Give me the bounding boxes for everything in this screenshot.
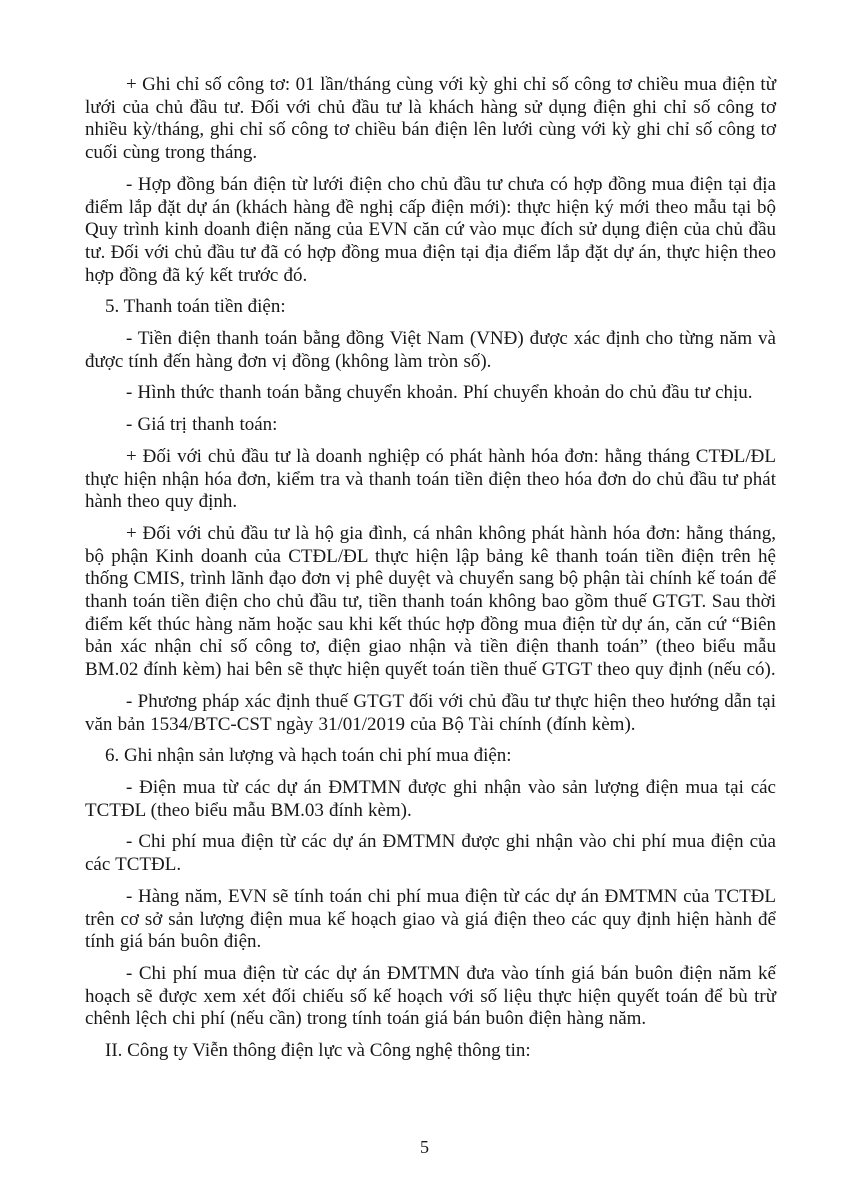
page-number: 5 (420, 1137, 429, 1157)
paragraph: + Ghi chỉ số công tơ: 01 lần/tháng cùng với kỳ ghi chỉ số công tơ chiều mua điện từ lưới của chủ đầu tư. Đối với chủ đầu tư là khách hàng sử dụng điện ghi chỉ số công tơ nhiều kỳ/tháng, ghi chỉ số công tơ chiều bán điện lên lưới cùng với kỳ ghi chỉ số công tơ cuối cùng trong tháng. (85, 74, 776, 164)
paragraph: - Giá trị thanh toán: (126, 414, 278, 436)
paragraph: - Hàng năm, EVN sẽ tính toán chi phí mua điện từ các dự án ĐMTMN của TCTĐL trên cơ sở sản lượng điện mua kế hoạch giao và giá điện theo các quy định hiện hành để tính giá bán buôn điện. (85, 885, 776, 953)
paragraph: - Hình thức thanh toán bằng chuyển khoản. Phí chuyển khoản do chủ đầu tư chịu. (126, 382, 753, 404)
section-heading: II. Công ty Viễn thông điện lực và Công nghệ thông tin: (105, 1040, 531, 1062)
paragraph: - Chi phí mua điện từ các dự án ĐMTMN được ghi nhận vào chi phí mua điện của các TCTĐL. (85, 831, 776, 876)
paragraph: - Tiền điện thanh toán bằng đồng Việt Nam (VNĐ) được xác định cho từng năm và được tính đến hàng đơn vị đồng (không làm tròn số). (85, 328, 776, 372)
section-heading: 6. Ghi nhận sản lượng và hạch toán chi phí mua điện: (105, 745, 512, 767)
document-body (85, 74, 776, 1072)
paragraph: - Phương pháp xác định thuế GTGT đối với chủ đầu tư thực hiện theo hướng dẫn tại văn bản 1534/BTC-CST ngày 31/01/2019 của Bộ Tài chính (đính kèm). (85, 690, 776, 735)
paragraph: - Hợp đồng bán điện từ lưới điện cho chủ đầu tư chưa có hợp đồng mua điện tại địa điểm lắp đặt dự án (khách hàng đề nghị cấp điện mới): thực hiện ký mới theo mẫu tại bộ Quy trình kinh doanh điện năng của EVN căn cứ vào mục đích sử dụng điện của chủ đầu tư. Đối với chủ đầu tư đã có hợp đồng mua điện tại địa điểm lắp đặt dự án, thực hiện theo hợp đồng đã ký kết trước đó. (85, 173, 776, 286)
paragraph: + Đối với chủ đầu tư là doanh nghiệp có phát hành hóa đơn: hằng tháng CTĐL/ĐL thực hiện nhận hóa đơn, kiểm tra và thanh toán tiền điện theo hóa đơn do chủ đầu tư phát hành theo quy định. (85, 445, 776, 513)
paragraph: - Chi phí mua điện từ các dự án ĐMTMN đưa vào tính giá bán buôn điện năm kế hoạch sẽ được xem xét đối chiếu số kế hoạch với số liệu thực hiện quyết toán để bù trừ chênh lệch chi phí (nếu cần) trong tính toán giá bán buôn điện hàng năm. (85, 962, 776, 1030)
section-heading: 5. Thanh toán tiền điện: (105, 296, 286, 318)
paragraph: + Đối với chủ đầu tư là hộ gia đình, cá nhân không phát hành hóa đơn: hằng tháng, bộ phận Kinh doanh của CTĐL/ĐL thực hiện lập bảng kê thanh toán tiền điện trên hệ thống CMIS, trình lãnh đạo đơn vị phê duyệt và chuyển sang bộ phận tài chính kế toán để thanh toán tiền điện cho chủ đầu tư, tiền thanh toán không bao gồm thuế GTGT. Sau thời điểm kết thúc hàng năm hoặc sau khi kết thúc hợp đồng mua điện từ dự án, căn cứ “Biên bản xác nhận chỉ số công tơ, điện giao nhận và tiền điện thanh toán” (theo biểu mẫu BM.02 đính kèm) hai bên sẽ thực hiện quyết toán tiền thuế GTGT theo quy định (nếu có). (85, 522, 776, 681)
paragraph: - Điện mua từ các dự án ĐMTMN được ghi nhận vào sản lượng điện mua tại các TCTĐL (theo biểu mẫu BM.03 đính kèm). (85, 776, 776, 821)
